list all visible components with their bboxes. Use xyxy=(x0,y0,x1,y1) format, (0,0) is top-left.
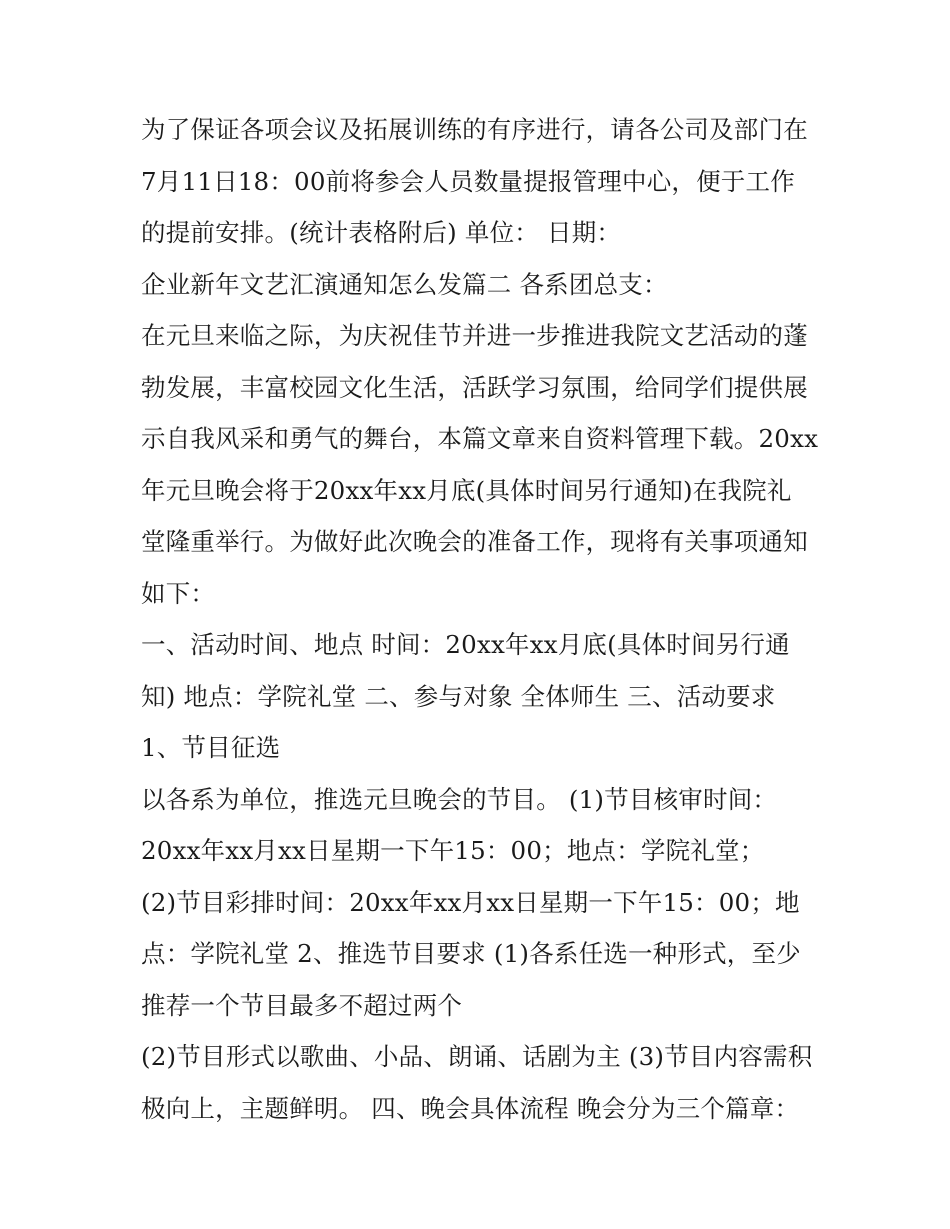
text-line: 如下： xyxy=(141,578,216,608)
text-line: 为了保证各项会议及拓展训练的有序进行，请各公司及部门在 xyxy=(141,115,808,144)
text-line: 勃发展，丰富校园文化生活，活跃学习氛围，给同学们提供展 xyxy=(141,372,808,402)
text-line: (2)节目彩排时间：20xx年xx月xx日星期一下午15：00；地 xyxy=(141,887,800,917)
text-line: 示自我风采和勇气的舞台，本篇文章来自资料管理下载。20xx xyxy=(141,424,819,453)
text-line: 极向上，主题鲜明。 四、晚会具体流程 晚会分为三个篇章： xyxy=(141,1093,800,1123)
text-line: 的提前安排。(统计表格附后) 单位： 日期： xyxy=(141,218,622,247)
text-line: 20xx年xx月xx日星期一下午15：00；地点：学院礼堂； xyxy=(141,836,765,865)
text-line: 知) 地点：学院礼堂 二、参与对象 全体师生 三、活动要求 xyxy=(141,681,776,711)
text-line: 点：学院礼堂 2、推选节目要求 (1)各系任选一种形式，至少 xyxy=(141,939,801,968)
text-line: 以各系为单位，推选元旦晚会的节目。 (1)节目核审时间： xyxy=(141,784,778,814)
text-line: 年元旦晚会将于20xx年xx月底(具体时间另行通知)在我院礼 xyxy=(141,475,792,505)
text-line: 一、活动时间、地点 时间：20xx年xx月底(具体时间另行通 xyxy=(141,630,790,659)
text-line: 企业新年文艺汇演通知怎么发篇二 各系团总支： xyxy=(141,269,668,299)
text-line: 在元旦来临之际，为庆祝佳节并进一步推进我院文艺活动的蓬 xyxy=(141,321,808,350)
text-line: (2)节目形式以歌曲、小品、朗诵、话剧为主 (3)节目内容需积 xyxy=(141,1042,813,1071)
text-line: 1、节目征选 xyxy=(141,733,281,762)
text-line: 堂隆重举行。为做好此次晚会的准备工作，现将有关事项通知 xyxy=(141,527,808,556)
text-line: 7月11日18：00前将参会人员数量提报管理中心，便于工作 xyxy=(141,166,795,196)
body-text xyxy=(141,104,821,1134)
text-line: 推荐一个节目最多不超过两个 xyxy=(141,990,463,1020)
